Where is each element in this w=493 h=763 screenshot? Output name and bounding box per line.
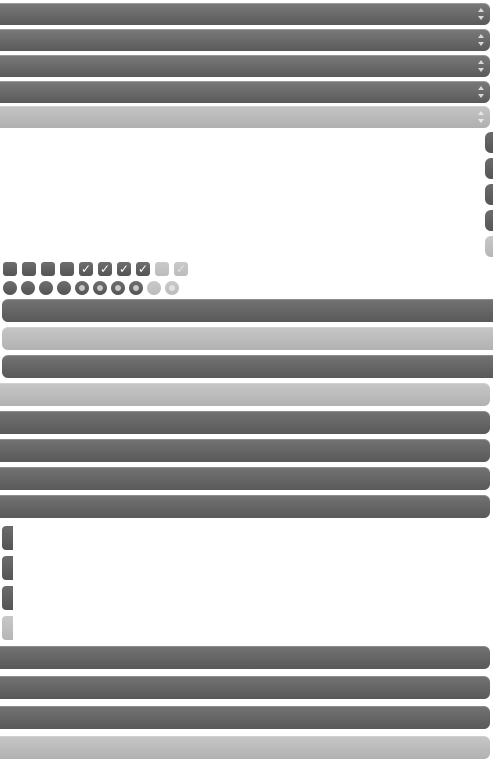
- bar-left-disabled[interactable]: [2, 327, 493, 350]
- radio-4[interactable]: [57, 281, 71, 295]
- radio-dot-icon: [133, 285, 139, 291]
- radio-dot-icon: [97, 285, 103, 291]
- radio-selected-2[interactable]: [93, 281, 107, 295]
- radio-dot-icon: [79, 285, 85, 291]
- bar-left-1[interactable]: [2, 299, 493, 322]
- radio-1[interactable]: [3, 281, 17, 295]
- select-popup-2[interactable]: [0, 29, 490, 51]
- checkbox-1[interactable]: [3, 262, 17, 276]
- checkbox-2[interactable]: [22, 262, 36, 276]
- right-tab-disabled[interactable]: [485, 236, 493, 257]
- left-tab-3[interactable]: [2, 586, 13, 610]
- select-popup-1[interactable]: [0, 3, 490, 25]
- select-popup-4[interactable]: [0, 81, 490, 103]
- checkbox-3[interactable]: [41, 262, 55, 276]
- radio-dot-icon: [169, 285, 175, 291]
- check-icon: ✓: [137, 262, 149, 276]
- up-down-arrows-icon: [478, 7, 484, 21]
- checkbox-disabled-checked[interactable]: [174, 262, 188, 276]
- check-icon: ✓: [175, 262, 187, 276]
- check-icon: ✓: [80, 262, 92, 276]
- select-popup-3[interactable]: [0, 55, 490, 77]
- checkbox-checked-4[interactable]: [136, 262, 150, 276]
- right-tab-3[interactable]: [485, 184, 493, 205]
- radio-disabled[interactable]: [147, 281, 161, 295]
- checkbox-checked-2[interactable]: [98, 262, 112, 276]
- up-down-arrows-icon: [478, 110, 484, 124]
- up-down-arrows-icon: [478, 59, 484, 73]
- right-tab-4[interactable]: [485, 210, 493, 231]
- bar-bottom-disabled[interactable]: [0, 736, 490, 759]
- select-popup-disabled[interactable]: [0, 106, 490, 128]
- bar-right-2[interactable]: [0, 439, 490, 462]
- bar-bottom-2[interactable]: [0, 676, 490, 699]
- check-icon: ✓: [118, 262, 130, 276]
- checkbox-checked-1[interactable]: [79, 262, 93, 276]
- left-tab-disabled[interactable]: [2, 616, 13, 640]
- right-tab-2[interactable]: [485, 158, 493, 179]
- radio-2[interactable]: [21, 281, 35, 295]
- bar-bottom-1[interactable]: [0, 646, 490, 669]
- checkbox-disabled[interactable]: [155, 262, 169, 276]
- up-down-arrows-icon: [478, 33, 484, 47]
- check-icon: ✓: [99, 262, 111, 276]
- radio-selected-3[interactable]: [111, 281, 125, 295]
- checkbox-4[interactable]: [60, 262, 74, 276]
- radio-selected-4[interactable]: [129, 281, 143, 295]
- right-tab-1[interactable]: [485, 132, 493, 153]
- bar-right-1[interactable]: [0, 411, 490, 434]
- radio-3[interactable]: [39, 281, 53, 295]
- bar-bottom-3[interactable]: [0, 706, 490, 729]
- radio-dot-icon: [115, 285, 121, 291]
- radio-disabled-selected[interactable]: [165, 281, 179, 295]
- up-down-arrows-icon: [478, 85, 484, 99]
- radio-selected-1[interactable]: [75, 281, 89, 295]
- left-tab-2[interactable]: [2, 556, 13, 580]
- bar-right-4[interactable]: [0, 495, 490, 518]
- bar-right-3[interactable]: [0, 467, 490, 490]
- left-tab-1[interactable]: [2, 526, 13, 550]
- bar-right-disabled-1[interactable]: [0, 383, 490, 406]
- checkbox-checked-3[interactable]: [117, 262, 131, 276]
- bar-left-2[interactable]: [2, 355, 493, 378]
